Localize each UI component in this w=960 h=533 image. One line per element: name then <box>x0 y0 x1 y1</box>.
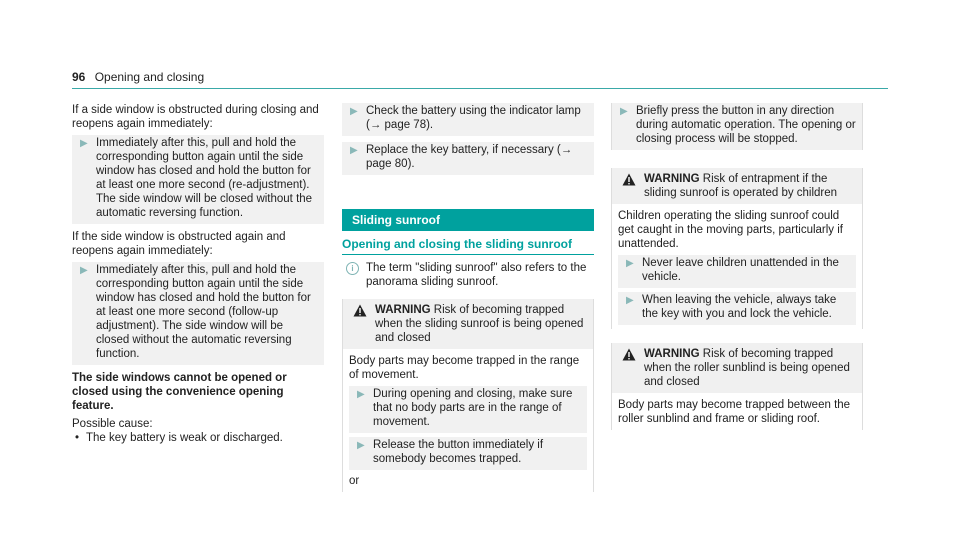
note <box>342 261 594 289</box>
info-icon: i <box>346 262 359 275</box>
instruction-step <box>618 292 856 325</box>
warning-triangle-icon <box>353 304 367 317</box>
step-arrow-icon: ▶ <box>357 389 365 400</box>
step-text: Release the button immediately if somebody becomes trapped. <box>373 439 544 465</box>
step-text: Immediately after this, pull and hold the corresponding button again until the side window has closed and hold the button for at least one more second (re-adjustment). The side window will be closed without the automatic reversing function. <box>96 137 313 219</box>
page-number: 96 <box>72 70 86 84</box>
intro-paragraph-1: If a side window is obstructed during closing and reopens again immediately: <box>72 104 319 130</box>
instruction-step <box>72 135 324 224</box>
instruction-step <box>349 386 587 433</box>
cause-bullet <box>72 431 324 445</box>
warning-body <box>343 349 593 492</box>
cause-label: Possible cause: <box>72 418 153 430</box>
column-middle <box>342 103 594 498</box>
step-arrow-icon: ▶ <box>357 440 365 451</box>
instruction-step <box>342 142 594 175</box>
step-arrow-icon: ▶ <box>350 106 358 117</box>
warning-box <box>611 168 863 329</box>
step-arrow-icon: ▶ <box>80 265 88 276</box>
warning-triangle-icon <box>622 348 636 361</box>
intro-paragraph-2: If the side window is obstructed again and reopens again immediately: <box>72 231 286 257</box>
step-arrow-icon: ▶ <box>626 295 634 306</box>
problem-heading: The side windows cannot be opened or closed using the convenience opening feature. <box>72 372 287 412</box>
instruction-step <box>618 255 856 288</box>
warning-text: Children operating the sliding sunroof could get caught in the moving parts, particularly if unattended. <box>618 210 844 250</box>
step-text: Immediately after this, pull and hold the corresponding button again until the side window has closed and hold the button for at least one more second (follow-up adjustment). The side window will be closed without the automatic reversing function. <box>96 264 311 360</box>
warning-header <box>612 343 862 393</box>
bullet-icon: • <box>75 432 80 444</box>
warning-label: WARNING <box>644 173 700 185</box>
warning-heading: Risk of entrapment if the sliding sunroof is operated by children <box>644 173 838 199</box>
warning-body <box>612 103 862 150</box>
warning-body <box>612 393 862 430</box>
page-header <box>72 70 204 84</box>
warning-label: WARNING <box>644 348 700 360</box>
warning-body <box>612 204 862 329</box>
step-text: Briefly press the button in any direction during automatic operation. The opening or closing process will be stopped. <box>636 105 856 145</box>
warning-text: Body parts may become trapped in the range of movement. <box>349 355 580 381</box>
warning-header <box>343 299 593 349</box>
step-text: During opening and closing, make sure that no body parts are in the range of movement. <box>373 388 573 428</box>
or-text: or <box>349 475 360 487</box>
warning-header <box>612 168 862 204</box>
header-divider <box>72 88 888 89</box>
step-text: When leaving the vehicle, always take the key with you and lock the vehicle. <box>642 294 837 320</box>
continued-warning-box <box>611 103 863 150</box>
page-header-title: Opening and closing <box>94 70 205 84</box>
subsection-title: Opening and closing the sliding sunroof <box>342 237 572 251</box>
step-arrow-icon: ▶ <box>620 106 628 117</box>
warning-triangle-icon <box>622 173 636 186</box>
step-text: Replace the key battery, if necessary (→ page 80). <box>366 144 573 170</box>
instruction-step <box>72 262 324 365</box>
warning-box <box>611 343 863 430</box>
warning-box <box>342 299 594 492</box>
warning-heading: Risk of becoming trapped when the sliding sunroof is being opened and closed <box>375 304 584 344</box>
step-arrow-icon: ▶ <box>350 145 358 156</box>
subsection-divider <box>342 254 594 255</box>
column-left <box>72 103 324 445</box>
warning-heading: Risk of becoming trapped when the roller sunblind is being opened and closed <box>644 348 850 388</box>
step-text: Check the battery using the indicator lamp (→ page 78). <box>366 105 581 131</box>
warning-label: WARNING <box>375 304 431 316</box>
step-text: Never leave children unattended in the vehicle. <box>642 257 839 283</box>
note-text: The term "sliding sunroof" also refers to the panorama sliding sunroof. <box>366 262 587 288</box>
step-arrow-icon: ▶ <box>80 138 88 149</box>
warning-text: Body parts may become trapped between the roller sunblind and frame or sliding roof. <box>618 399 851 425</box>
instruction-step <box>342 103 594 136</box>
instruction-step <box>349 437 587 470</box>
bullet-text: The key battery is weak or discharged. <box>86 432 283 444</box>
step-arrow-icon: ▶ <box>626 258 634 269</box>
instruction-step <box>612 103 862 150</box>
column-right <box>611 103 863 436</box>
section-title-bar: Sliding sunroof <box>342 209 594 231</box>
